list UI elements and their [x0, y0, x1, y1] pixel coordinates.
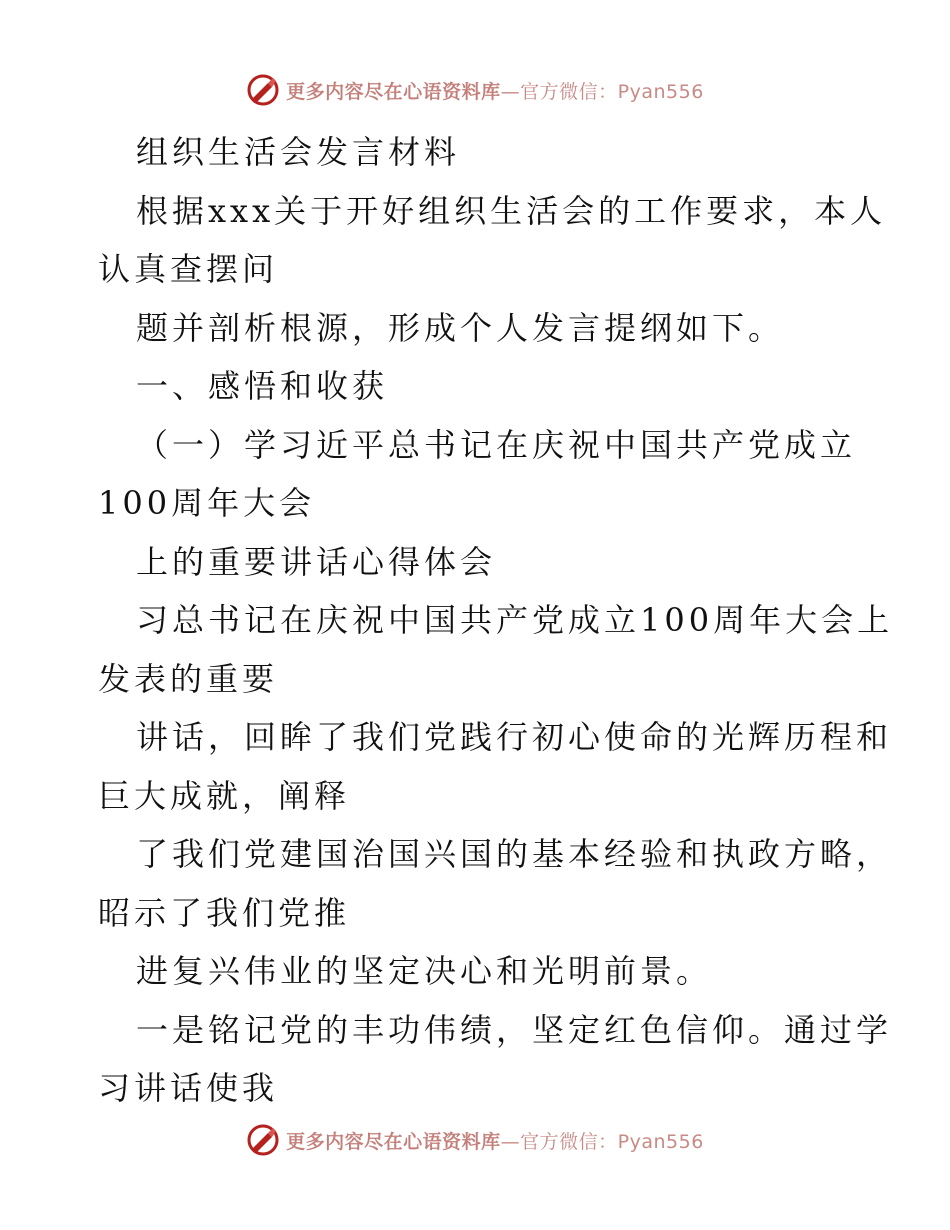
text-line: 巨大成就，阐释	[98, 776, 351, 815]
text-line: 一是铭记党的丰功伟绩，坚定红色信仰。通过学	[136, 1010, 893, 1049]
text-line: 根据xxx关于开好组织生活会的工作要求，本人	[136, 191, 887, 230]
text-line: 100周年大会	[98, 484, 316, 522]
text-line: 习讲话使我	[98, 1069, 279, 1107]
text-line: 认真查摆问	[98, 250, 279, 288]
header-banner-text	[286, 77, 704, 104]
text-line: 了我们党建国治国兴国的基本经验和执政方略，	[136, 835, 893, 873]
text-line: 题并剖析根源，形成个人发言提纲如下。	[136, 308, 785, 347]
text-line: 习总书记在庆祝中国共产党成立100周年大会上	[136, 601, 894, 639]
pen-logo-icon	[246, 73, 280, 107]
header-banner	[0, 70, 950, 110]
header-separator: —	[500, 80, 521, 103]
footer-site-text: 更多内容尽在心语资料库	[286, 1130, 501, 1153]
text-line: 进复兴伟业的坚定决心和光明前景。	[136, 952, 713, 990]
document-body	[98, 123, 894, 1118]
header-site-text: 更多内容尽在心语资料库	[286, 80, 501, 103]
text-line: 讲话，回眸了我们党践行初心使命的光辉历程和	[136, 718, 893, 756]
footer-separator: —	[500, 1130, 521, 1153]
header-wechat-text: 官方微信：Pyan556	[520, 80, 704, 103]
footer-banner-text	[286, 1127, 704, 1154]
text-line: 上的重要讲话心得体会	[136, 542, 497, 581]
text-line: （一）学习近平总书记在庆祝中国共产党成立	[136, 425, 857, 464]
footer-wechat-text: 官方微信：Pyan556	[520, 1130, 704, 1153]
text-line: 昭示了我们党推	[98, 893, 351, 932]
footer-banner	[0, 1120, 950, 1160]
text-line: 一、感悟和收获	[136, 367, 389, 405]
text-line: 组织生活会发言材料	[136, 133, 461, 171]
text-line: 发表的重要	[98, 659, 279, 698]
pen-logo-icon	[246, 1123, 280, 1157]
